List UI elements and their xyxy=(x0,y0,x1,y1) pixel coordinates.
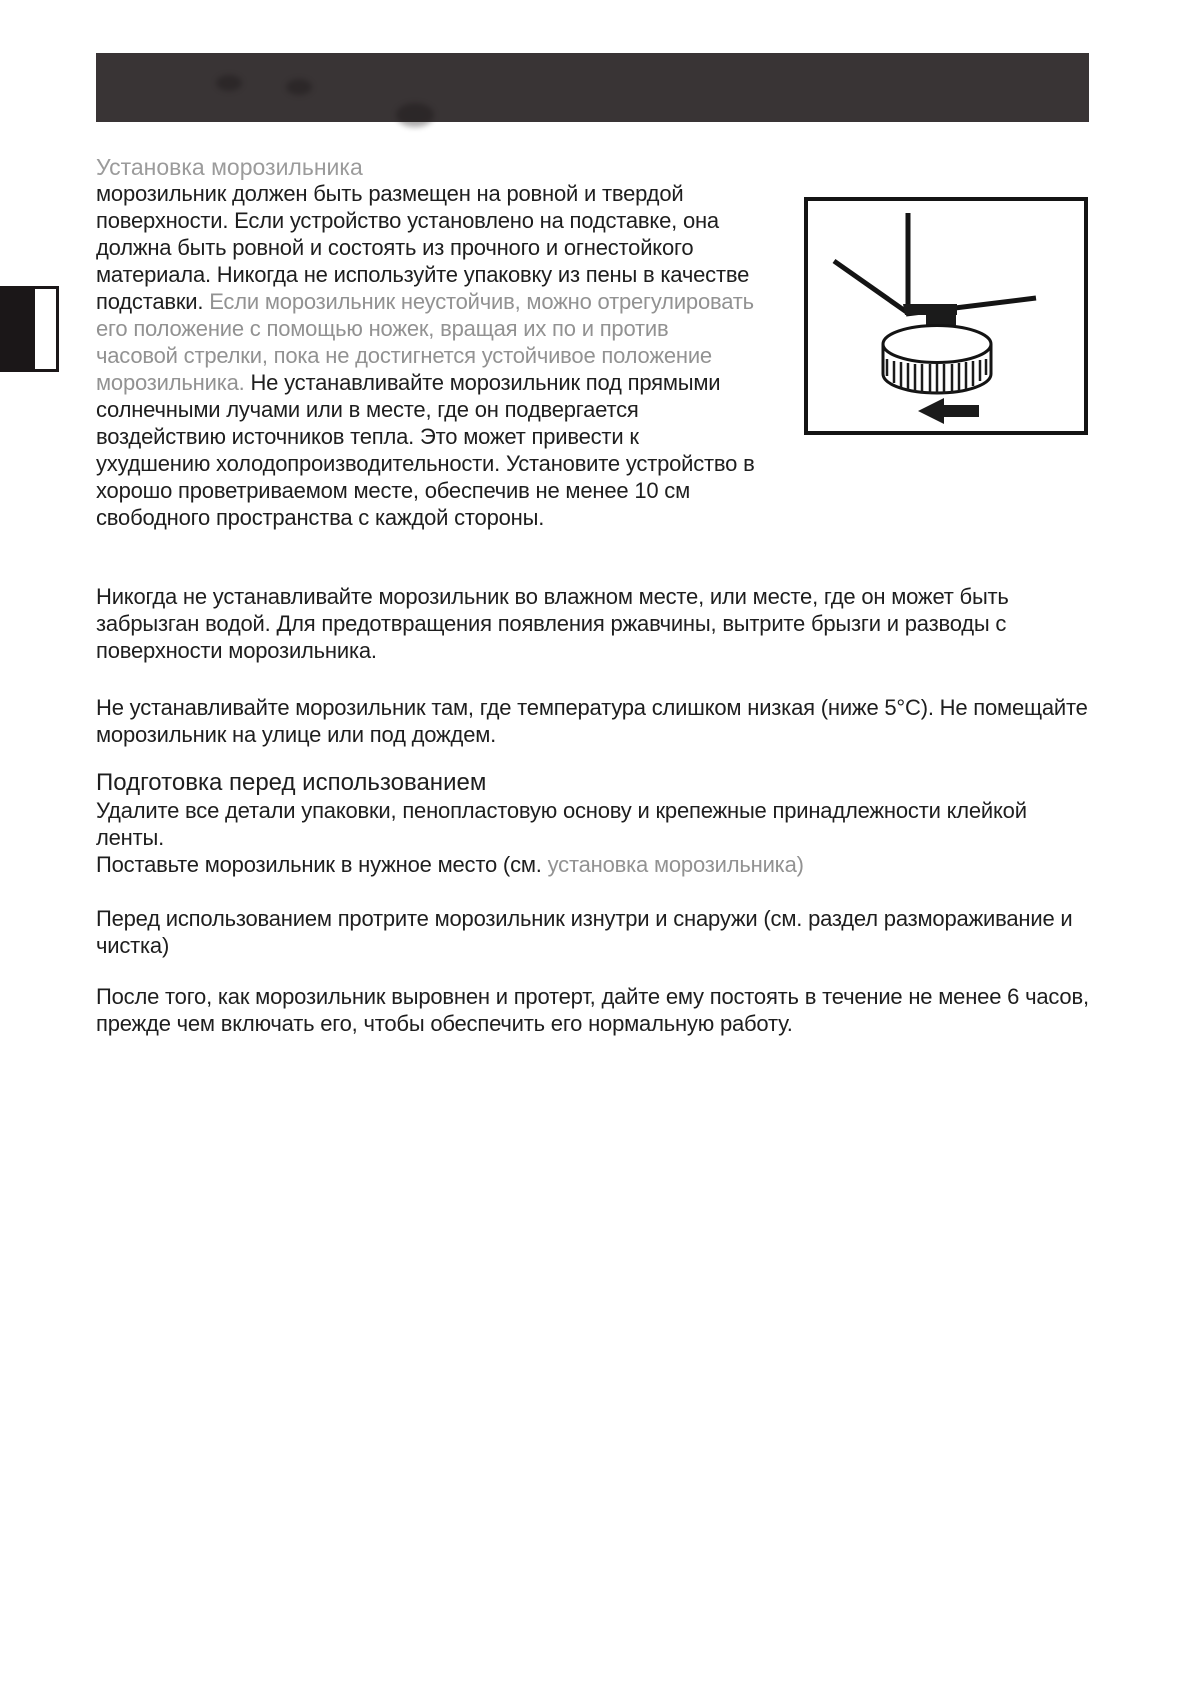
preparation-paragraph-2-crossref: установка морозильника) xyxy=(547,852,804,877)
installation-paragraph-3: Не устанавливайте морозильник там, где температура слишком низкая (ниже 5°С). Не помещайте морозильник на улице или под дождем. xyxy=(96,695,1088,747)
installation-paragraph-1 xyxy=(96,180,756,531)
preparation-paragraph-2 xyxy=(96,851,1096,878)
leveling-foot-diagram-svg xyxy=(804,197,1088,435)
installation-paragraph-2: Никогда не устанавливайте морозильник во влажном месте, или месте, где он может быть забрызган водой. Для предотвращения появления ржавчины, вытрите брызги и разводы с поверхности морозильника. xyxy=(96,584,1009,663)
installation-paragraph-1-black-2: Не устанавливайте морозильник под прямыми солнечными лучами или в месте, где он подвергается воздействию источников тепла. Это может привести к ухудшению холодопроизводительности. Установите устройство в хорошо проветриваемом месте, обеспечив не менее 10 см свободного пространства с каждой стороны. xyxy=(96,370,755,530)
preparation-paragraph-3: Перед использованием протрите морозильник изнутри и снаружи (см. раздел размораживание и чистка) xyxy=(96,906,1073,958)
header-smudge xyxy=(396,103,434,127)
preparation-paragraph-4: После того, как морозильник выровнен и протерт, дайте ему постоять в течение не менее 6 часов, прежде чем включать его, чтобы обеспечить его нормальную работу. xyxy=(96,984,1089,1036)
header-smudge xyxy=(216,75,242,91)
header-smudge xyxy=(286,79,312,95)
preparation-paragraph-2-black: Поставьте морозильник в нужное место (см. xyxy=(96,852,548,877)
section-heading-preparation: Подготовка перед использованием xyxy=(96,769,487,796)
installation-paragraph-1-gray: Если морозильник неустойчив, можно отрегулировать его положение с помощью ножек, вращая их по и против часовой стрелки, пока не достигнется устойчивое положение морозильника. xyxy=(96,289,754,395)
installation-paragraph-1-black-1: морозильник должен быть размещен на ровной и твердой поверхности. Если устройство установлено на подставке, она должна быть ровной и состоять из прочного и огнестойкого материала. Никогда не используйте упаковку из пены в качестве подставки. xyxy=(96,181,750,314)
preparation-paragraph-1: Удалите все детали упаковки, пенопластовую основу и крепежные принадлежности клейкой ленты. xyxy=(96,798,1027,850)
foot-top-face xyxy=(883,326,991,363)
leveling-foot-figure xyxy=(804,197,1088,435)
page-edge-tab-white xyxy=(32,286,59,372)
page-edge-tab-black xyxy=(0,286,32,372)
section-heading-installation: Установка морозильника xyxy=(96,154,363,180)
header-bar xyxy=(96,53,1089,122)
